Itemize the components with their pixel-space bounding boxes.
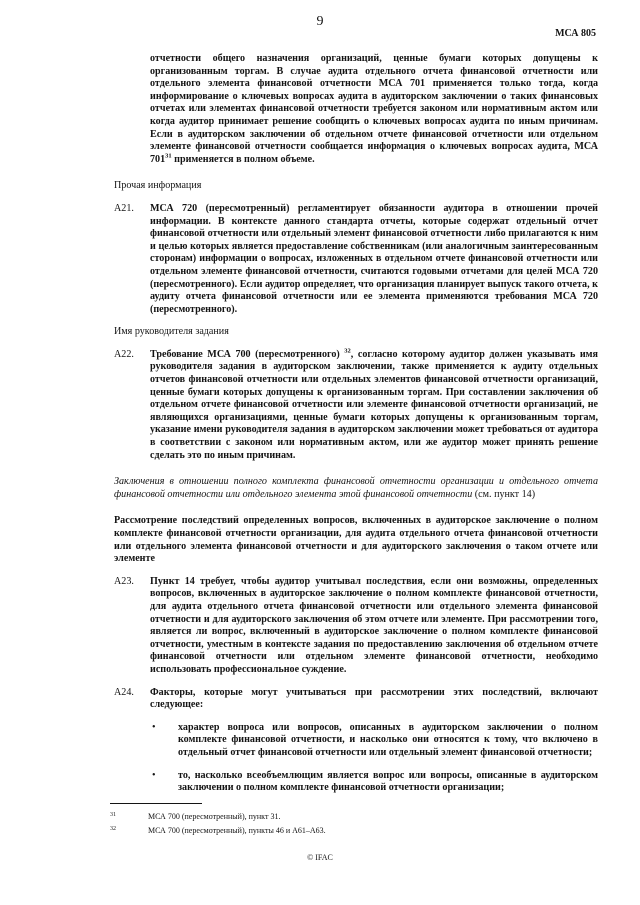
- footnote: [110, 826, 326, 835]
- bullet-text: характер вопроса или вопросов, описанных в аудиторском заключении о полном комплекте финансовой отчетности, и насколько они относятся к тому, что включено в отдельный отчет финансовой отчетности или отдельный элемент финансовой отчетности;: [178, 721, 598, 758]
- paragraph-text: МСА 720 (пересмотренный) регламентирует обязанности аудитора в отношении прочей информации. В контексте данного стандарта отчеты, которые содержат отдельный отчет финансовой отчетности или отдельный элемент финансовой отчетности либо прилагаются к ним и целью которых является предоставление собственникам (или аналогичным заинтересованным сторонам) информации о вопросах, изложенных в отдельном отчете финансовой отчетности или отдельном элементе финансовой отчетности, считаются годовыми отчетами для целей МСА 720 (пересмотренного). Если аудитор определяет, что организация планирует выпуск такого отчета, к аудиту отчета финансовой отчетности или ее элемента применяются требования МСА 720 (пересмотренного).: [150, 202, 598, 315]
- paragraph-number: A24.: [114, 686, 134, 698]
- paragraph-number: A21.: [114, 202, 134, 214]
- bullet-item: [114, 722, 598, 760]
- paragraph-number: A22.: [114, 348, 134, 360]
- subsection-heading: Рассмотрение последствий определенных вопросов, включенных в аудиторское заключение о полном комплекте финансовой отчетности организации, для аудита отдельного отчета финансовой отчетности или отдельного элемента финансовой отчетности и для аудиторского заключения о таком отчете или элементе: [114, 515, 598, 565]
- footnote-divider: [110, 803, 202, 804]
- bullet-text: то, насколько всеобъемлющим является вопрос или вопросы, описанные в аудиторском заключении о полном комплекте финансовой отчетности организации;: [178, 769, 598, 794]
- italic-section-heading: Заключения в отношении полного комплекта финансовой отчетности организации и отдельного отчета финансовой отчетности или отдельного элемента этой финансовой отчетности (см. пункт 14): [114, 476, 598, 500]
- bullet-icon: •: [152, 721, 156, 733]
- paragraph-a21: [114, 203, 598, 316]
- paragraph-a24: [114, 687, 598, 712]
- heading-partner-name: Имя руководителя задания: [114, 326, 229, 338]
- continued-paragraph: отчетности общего назначения организаций, ценные бумаги которых допущены к организованным торгам. В случае аудита отдельного отчета финансовой отчетности или отдельного элемента финансовой отчетности МСА 701 применяется только тогда, когда информирование о ключевых вопросах аудита в аудиторском заключении о таких финансовых отчетах или элементах финансовой отчетности требуется законом или нормативным актом или когда аудитор принимает решение сообщить о ключевых вопросах аудита по иным причинам. Если в аудиторском заключении об отдельном отчете финансовой отчетности или отдельном элементе финансовой отчетности сообщается информация о ключевых вопросах аудита, МСА $701^{31}$ применяется в полном объеме.: [150, 53, 598, 165]
- page-number: 9: [316, 14, 324, 29]
- standard-code: МСА 805: [555, 28, 596, 39]
- heading-other-information: Прочая информация: [114, 180, 202, 192]
- footnote: [110, 812, 280, 821]
- footnote-ref-31: 31: [165, 152, 172, 160]
- bullet-item: [114, 770, 598, 795]
- paragraph-a23: [114, 576, 598, 677]
- footnote-ref-32: 32: [344, 347, 351, 355]
- bullet-icon: •: [152, 769, 156, 781]
- footnote-number: 32: [110, 826, 116, 832]
- paragraph-text: Требование МСА 700 (пересмотренного) $^{32}$, согласно которому аудитор должен указывать имя руководителя задания в аудиторском заключении, также применяется к аудиту отдельных отчетов финансовой отчетности или отдельных элементов финансовой отчетности организаций, ценные бумаги которых допущены к организованным торгам. При составлении заключения об отдельном отчете финансовой отчетности или элементе финансовой отчетности организаций, не являющихся организациями, ценные бумаги которых допущены к организованным торгам, указание имени руководителя задания в аудиторском заключении может требоваться от аудитора в соответствии с законом или нормативным актом, или же аудитор может принять решение сделать это по иным причинам.: [150, 347, 598, 461]
- paragraph-a22: [114, 349, 598, 462]
- paragraph-text: Пункт 14 требует, чтобы аудитор учитывал последствия, если они возможны, определенных вопросов, включенных в аудиторское заключение о полном комплекте финансовой отчетности, для аудита отдельного отчета финансовой отчетности или отдельного элемента финансовой отчетности и для аудиторского заключения об этом отчете или элементе. При рассмотрении того, является ли вопрос, включенный в аудиторское заключение о полном комплекте финансовой отчетности, уместным в контексте задания по предоставлению заключения об отдельном отчете финансовой отчетности или отдельном элементе финансовой отчетности, необходимо использовать профессиональное суждение.: [150, 575, 598, 675]
- footnote-number: 31: [110, 812, 116, 818]
- page-content: [114, 53, 598, 805]
- paragraph-reference: (см. пункт 14): [472, 488, 536, 500]
- copyright-footer: © IFAC: [307, 853, 333, 862]
- paragraph-text: Факторы, которые могут учитываться при рассмотрении этих последствий, включают следующее:: [150, 686, 598, 711]
- footnote-text: МСА 700 (пересмотренный), пункты 46 и А61–А63.: [148, 826, 326, 835]
- footnote-text: МСА 700 (пересмотренный), пункт 31.: [148, 812, 281, 821]
- paragraph-number: A23.: [114, 575, 134, 587]
